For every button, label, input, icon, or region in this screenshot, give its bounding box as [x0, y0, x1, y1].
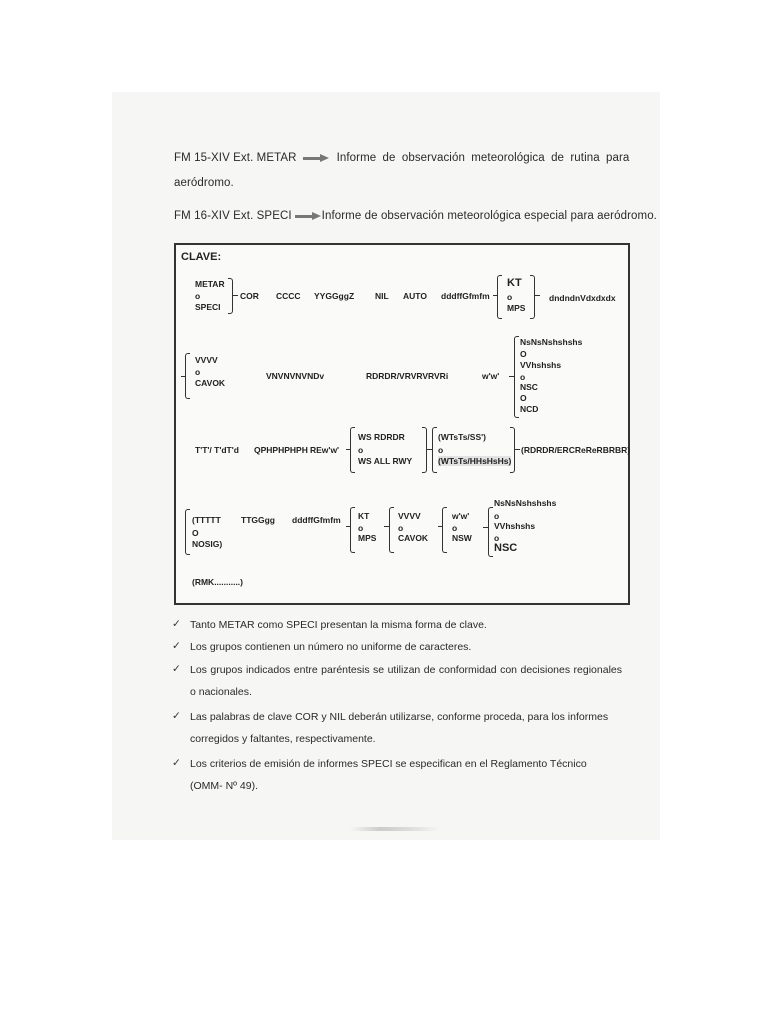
brace	[185, 353, 190, 399]
brace	[442, 507, 447, 553]
arrow-icon	[303, 154, 329, 162]
brace	[497, 275, 502, 319]
code-speci: SPECI	[195, 302, 221, 312]
code-or: o	[195, 367, 201, 377]
check-icon: ✓	[172, 640, 181, 652]
code-kt: KT	[358, 511, 370, 521]
code-vn: VNVNVNVNDv	[266, 371, 325, 381]
code-cavok: CAVOK	[398, 533, 429, 543]
code-nosig: NOSIG)	[192, 539, 223, 549]
brace	[530, 275, 535, 319]
brace-tip	[509, 376, 514, 377]
code-yyggggz: YYGGggZ	[314, 291, 355, 301]
code-nil: NIL	[375, 291, 389, 301]
code-or: o	[358, 523, 364, 533]
code-reww: REw'w'	[310, 445, 340, 455]
code-wt-ss: (WTsTs/SS')	[438, 432, 486, 442]
speci-code: FM 16-XIV Ext. SPECI	[174, 210, 292, 222]
code-or: o	[520, 372, 526, 382]
code-vvh: VVhshshs	[520, 360, 562, 370]
code-vvvv: VVVV	[195, 355, 218, 365]
code-or: O	[520, 393, 527, 403]
code-cor: COR	[240, 291, 259, 301]
arrow-icon	[295, 212, 321, 220]
brace	[510, 427, 515, 473]
note-item: Los criterios de emisión de informes SPECI se especifican en el Reglamento Técnico (OMM- Nº 49).	[190, 758, 587, 792]
code-rmk: (RMK...........)	[192, 577, 243, 587]
speci-heading	[174, 210, 657, 222]
clave-title: CLAVE:	[181, 251, 222, 263]
brace-tip	[535, 295, 540, 296]
brace	[350, 507, 355, 553]
check-icon: ✓	[172, 757, 181, 769]
code-qph: QPHPHPHPH	[254, 445, 308, 455]
code-ttttt: (TTTTT	[192, 515, 221, 525]
brace	[185, 509, 190, 555]
note-item: Los grupos indicados entre paréntesis se utilizan de conformidad con decisiones regionales o nacionales.	[190, 664, 622, 698]
brace	[488, 507, 493, 557]
code-or: o	[195, 291, 201, 301]
code-or: o	[494, 533, 500, 543]
code-nsc: NSC	[520, 382, 538, 392]
code-dndndn: dndndnVdxdxdx	[549, 293, 616, 303]
code-vvh: VVhshshs	[494, 521, 536, 531]
brace	[432, 427, 437, 473]
check-icon: ✓	[172, 710, 181, 722]
clave-box	[174, 243, 630, 605]
code-wt-hh: (WTsTs/HHsHsHs)	[438, 456, 512, 466]
metar-code: FM 15-XIV Ext. METAR	[174, 152, 297, 164]
code-ncd: NCD	[520, 404, 539, 414]
code-ns: NsNsNshshshs	[494, 498, 557, 508]
brace	[350, 427, 355, 473]
code-nsc: NSC	[494, 542, 518, 554]
code-metar: METAR	[195, 279, 225, 289]
check-icon: ✓	[172, 618, 181, 630]
code-vvvv: VVVV	[398, 511, 421, 521]
code-kt: KT	[507, 277, 522, 289]
brace-tip	[515, 449, 520, 450]
brace-tip	[233, 295, 238, 296]
code-or: O	[520, 349, 527, 359]
brace	[514, 336, 519, 418]
brace	[422, 427, 427, 473]
code-or: o	[452, 523, 458, 533]
code-or: o	[438, 445, 444, 455]
code-mps: MPS	[507, 303, 526, 313]
note-item: Las palabras de clave COR y NIL deberán utilizarse, conforme proceda, para los informes corregidos y faltantes, respectivamente.	[190, 711, 609, 745]
code-cccc: CCCC	[276, 291, 301, 301]
code-or: o	[398, 523, 404, 533]
code-dddffgf: dddffGfmfm	[441, 291, 490, 301]
code-ws-rd: WS RDRDR	[358, 432, 405, 442]
code-tt: T'T'/ T'dT'd	[195, 445, 239, 455]
code-auto: AUTO	[403, 291, 427, 301]
code-rdr: (RDRDR/ERCReReRBRBR)	[521, 445, 631, 455]
check-icon: ✓	[172, 663, 181, 675]
speci-description: Informe de observación meteorológica especial para aeródromo.	[321, 210, 657, 222]
code-dddff: dddffGfmfm	[292, 515, 341, 525]
metar-description-cont: aeródromo.	[174, 177, 234, 189]
code-ns: NsNsNshshshs	[520, 337, 583, 347]
note-item: Tanto METAR como SPECI presentan la misma forma de clave.	[190, 619, 487, 631]
code-ttgggg: TTGGgg	[241, 515, 275, 525]
metar-heading	[174, 152, 629, 164]
code-or: o	[358, 445, 364, 455]
code-nsw: NSW	[452, 533, 472, 543]
metar-description: Informe de observación meteorológica de rutina para	[336, 152, 630, 164]
code-ww: w'w'	[482, 371, 500, 381]
code-rd: RDRDR/VRVRVRVRi	[366, 371, 449, 381]
code-or: o	[507, 292, 513, 302]
code-cavok: CAVOK	[195, 378, 226, 388]
brace	[389, 507, 394, 553]
brace	[228, 278, 233, 314]
note-item: Los grupos contienen un número no uniforme de caracteres.	[190, 641, 472, 653]
brace-tip	[483, 527, 488, 528]
code-mps: MPS	[358, 533, 377, 543]
code-or: o	[494, 511, 500, 521]
code-ww: w'w'	[452, 511, 470, 521]
code-ws-all-rwy: WS ALL RWY	[358, 456, 413, 466]
scan-smudge	[350, 827, 440, 831]
code-or: O	[192, 528, 199, 538]
